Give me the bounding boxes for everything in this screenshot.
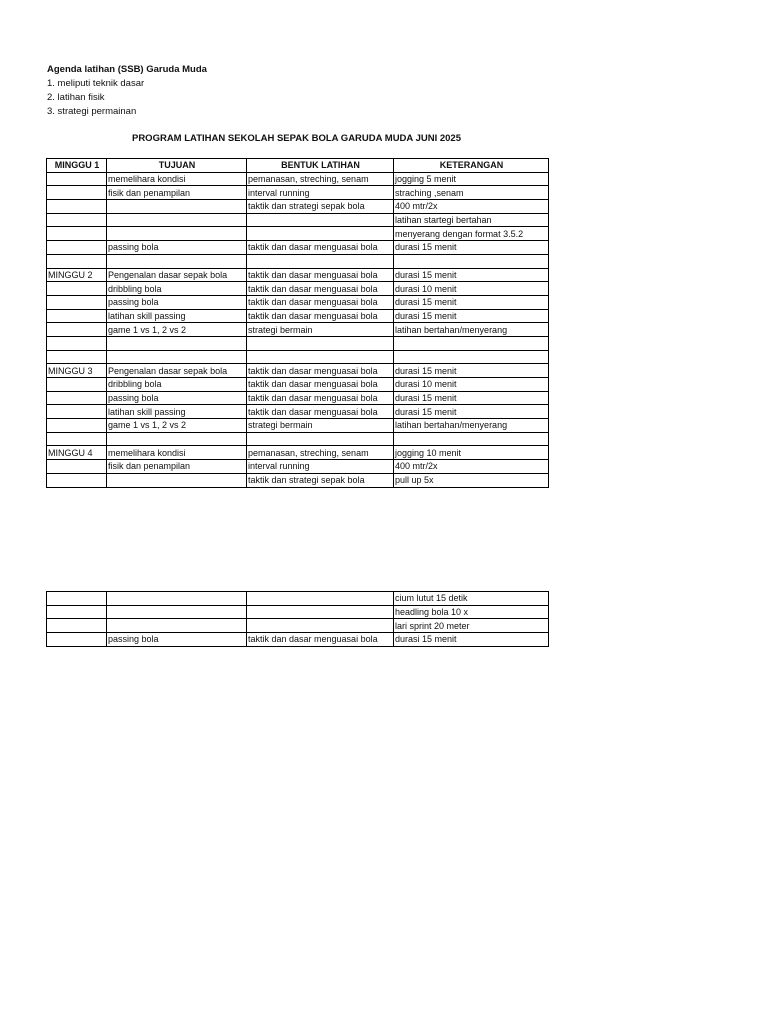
table-row: [47, 172, 549, 186]
cell-exercise: [247, 350, 394, 364]
cell-note: latihan bertahan/menyerang: [394, 323, 549, 337]
cell-goal: dribbling bola: [107, 282, 247, 296]
cell-goal: [107, 227, 247, 241]
cell-goal: [107, 213, 247, 227]
cell-week: MINGGU 3: [47, 364, 107, 378]
table-row: [47, 605, 549, 619]
cell-week: [47, 172, 107, 186]
cell-goal: [107, 473, 247, 487]
training-schedule-table: [46, 158, 549, 488]
table-row: [47, 391, 549, 405]
table-row: [47, 419, 549, 433]
column-header-exercise: BENTUK LATIHAN: [247, 159, 394, 173]
table-row: [47, 227, 549, 241]
cell-exercise: taktik dan strategi sepak bola: [247, 200, 394, 214]
agenda-item: 2. latihan fisik: [47, 92, 105, 103]
cell-week: [47, 336, 107, 350]
table-row: [47, 633, 549, 647]
cell-week: [47, 309, 107, 323]
cell-goal: Pengenalan dasar sepak bola: [107, 364, 247, 378]
cell-week: [47, 432, 107, 446]
cell-exercise: taktik dan dasar menguasai bola: [247, 268, 394, 282]
cell-goal: game 1 vs 1, 2 vs 2: [107, 419, 247, 433]
cell-note: [394, 432, 549, 446]
cell-goal: [107, 350, 247, 364]
cell-exercise: taktik dan dasar menguasai bola: [247, 309, 394, 323]
table-row: [47, 336, 549, 350]
cell-week: [47, 282, 107, 296]
cell-note: durasi 15 menit: [394, 268, 549, 282]
cell-week: [47, 350, 107, 364]
cell-goal: [107, 254, 247, 268]
cell-goal: [107, 336, 247, 350]
table-row: [47, 254, 549, 268]
cell-week: [47, 419, 107, 433]
table-row: [47, 200, 549, 214]
cell-note: durasi 10 menit: [394, 378, 549, 392]
table-row: [47, 241, 549, 255]
cell-goal: [107, 200, 247, 214]
table-row: [47, 592, 549, 606]
cell-note: jogging 5 menit: [394, 172, 549, 186]
cell-note: menyerang dengan format 3.5.2: [394, 227, 549, 241]
table-row: [47, 619, 549, 633]
cell-note: [394, 254, 549, 268]
cell-exercise: taktik dan dasar menguasai bola: [247, 241, 394, 255]
table-row: [47, 323, 549, 337]
table-row: [47, 364, 549, 378]
column-header-note: KETERANGAN: [394, 159, 549, 173]
table-row: [47, 350, 549, 364]
cell-exercise: [247, 432, 394, 446]
table-header-row: [47, 159, 549, 173]
agenda-item: 1. meliputi teknik dasar: [47, 78, 145, 89]
cell-exercise: interval running: [247, 186, 394, 200]
cell-exercise: strategi bermain: [247, 419, 394, 433]
table-row: [47, 282, 549, 296]
cell-exercise: [247, 227, 394, 241]
cell-goal: passing bola: [107, 391, 247, 405]
cell-goal: memelihara kondisi: [107, 446, 247, 460]
table-row: [47, 186, 549, 200]
cell-goal: [107, 592, 247, 606]
cell-exercise: [247, 213, 394, 227]
table-row: [47, 378, 549, 392]
cell-week: [47, 460, 107, 474]
cell-note: lari sprint 20 meter: [394, 619, 549, 633]
cell-goal: fisik dan penampilan: [107, 460, 247, 474]
cell-exercise: pemanasan, streching, senam: [247, 172, 394, 186]
cell-exercise: [247, 605, 394, 619]
cell-exercise: pemanasan, streching, senam: [247, 446, 394, 460]
cell-goal: fisik dan penampilan: [107, 186, 247, 200]
cell-note: durasi 15 menit: [394, 633, 549, 647]
cell-week: [47, 295, 107, 309]
cell-week: [47, 323, 107, 337]
cell-week: [47, 213, 107, 227]
cell-note: durasi 15 menit: [394, 391, 549, 405]
agenda-item: 3. strategi permainan: [47, 106, 137, 117]
cell-week: [47, 186, 107, 200]
agenda-title: Agenda latihan (SSB) Garuda Muda: [47, 64, 207, 75]
cell-goal: passing bola: [107, 295, 247, 309]
cell-week: [47, 605, 107, 619]
cell-week: [47, 200, 107, 214]
cell-note: durasi 15 menit: [394, 405, 549, 419]
cell-goal: [107, 619, 247, 633]
table-row: [47, 446, 549, 460]
table-row: [47, 295, 549, 309]
cell-goal: game 1 vs 1, 2 vs 2: [107, 323, 247, 337]
cell-goal: passing bola: [107, 241, 247, 255]
cell-goal: [107, 605, 247, 619]
program-heading: PROGRAM LATIHAN SEKOLAH SEPAK BOLA GARUDA MUDA JUNI 2025: [131, 133, 461, 144]
cell-exercise: taktik dan dasar menguasai bola: [247, 633, 394, 647]
agenda-intro: [47, 63, 207, 119]
table-row: [47, 473, 549, 487]
cell-note: cium lutut 15 detik: [394, 592, 549, 606]
cell-week: [47, 241, 107, 255]
column-header-goal: TUJUAN: [107, 159, 247, 173]
cell-exercise: interval running: [247, 460, 394, 474]
cell-note: pull up 5x: [394, 473, 549, 487]
table-row: [47, 268, 549, 282]
cell-note: durasi 10 menit: [394, 282, 549, 296]
cell-week: MINGGU 2: [47, 268, 107, 282]
cell-exercise: [247, 336, 394, 350]
cell-note: straching ,senam: [394, 186, 549, 200]
cell-exercise: taktik dan strategi sepak bola: [247, 473, 394, 487]
cell-goal: latihan skill passing: [107, 309, 247, 323]
cell-exercise: taktik dan dasar menguasai bola: [247, 378, 394, 392]
cell-week: [47, 405, 107, 419]
cell-goal: passing bola: [107, 633, 247, 647]
cell-note: latihan bertahan/menyerang: [394, 419, 549, 433]
cell-week: [47, 633, 107, 647]
cell-note: [394, 336, 549, 350]
cell-week: [47, 473, 107, 487]
cell-note: durasi 15 menit: [394, 295, 549, 309]
table-row: [47, 405, 549, 419]
additional-training-table: [46, 591, 549, 647]
cell-goal: dribbling bola: [107, 378, 247, 392]
table-row: [47, 432, 549, 446]
cell-note: jogging 10 menit: [394, 446, 549, 460]
table-row: [47, 309, 549, 323]
cell-exercise: taktik dan dasar menguasai bola: [247, 391, 394, 405]
cell-week: MINGGU 4: [47, 446, 107, 460]
cell-note: durasi 15 menit: [394, 309, 549, 323]
cell-week: [47, 254, 107, 268]
cell-week: [47, 227, 107, 241]
cell-exercise: [247, 254, 394, 268]
cell-note: 400 mtr/2x: [394, 460, 549, 474]
cell-exercise: taktik dan dasar menguasai bola: [247, 282, 394, 296]
cell-exercise: taktik dan dasar menguasai bola: [247, 295, 394, 309]
cell-week: [47, 378, 107, 392]
cell-note: latihan startegi bertahan: [394, 213, 549, 227]
cell-note: durasi 15 menit: [394, 364, 549, 378]
cell-week: [47, 391, 107, 405]
table-row: [47, 213, 549, 227]
cell-week: [47, 592, 107, 606]
cell-goal: Pengenalan dasar sepak bola: [107, 268, 247, 282]
cell-note: headling bola 10 x: [394, 605, 549, 619]
cell-exercise: [247, 592, 394, 606]
cell-exercise: strategi bermain: [247, 323, 394, 337]
cell-exercise: [247, 619, 394, 633]
cell-goal: latihan skill passing: [107, 405, 247, 419]
cell-note: [394, 350, 549, 364]
table-row: [47, 460, 549, 474]
cell-exercise: taktik dan dasar menguasai bola: [247, 364, 394, 378]
cell-exercise: taktik dan dasar menguasai bola: [247, 405, 394, 419]
column-header-week: MINGGU 1: [47, 159, 107, 173]
cell-note: durasi 15 menit: [394, 241, 549, 255]
cell-note: 400 mtr/2x: [394, 200, 549, 214]
cell-goal: [107, 432, 247, 446]
cell-goal: memelihara kondisi: [107, 172, 247, 186]
cell-week: [47, 619, 107, 633]
